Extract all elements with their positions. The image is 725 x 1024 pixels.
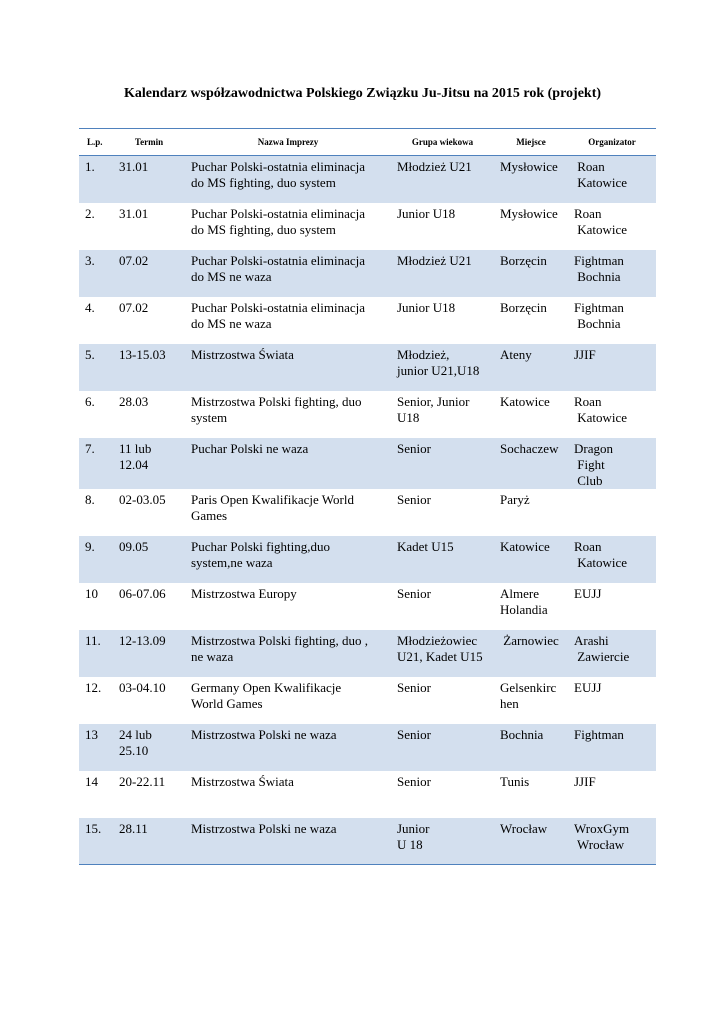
cell-grupa bbox=[391, 771, 494, 818]
cell-organizator bbox=[568, 630, 656, 677]
cell-line: Puchar Polski-ostatnia eliminacja bbox=[191, 205, 366, 221]
cell-line: Germany Open Kwalifikacje bbox=[191, 679, 342, 695]
cell-termin bbox=[113, 250, 185, 297]
cell-grupa bbox=[391, 630, 494, 677]
cell-lp: 7. bbox=[79, 438, 113, 489]
cell-nazwa bbox=[185, 489, 391, 536]
cell-line: Junior U18 bbox=[397, 299, 456, 315]
cell-nazwa bbox=[185, 583, 391, 630]
document-title: Kalendarz współzawodnictwa Polskiego Związku Ju-Jitsu na 2015 rok (projekt) bbox=[123, 86, 602, 101]
header-grupa: Grupa wiekowa bbox=[391, 129, 494, 156]
cell-line: Tunis bbox=[500, 773, 530, 789]
table-row bbox=[79, 156, 656, 203]
cell-line: Senior bbox=[397, 585, 431, 601]
cell-line: Katowice bbox=[500, 393, 550, 409]
table-row bbox=[79, 438, 656, 489]
cell-nazwa bbox=[185, 156, 391, 203]
cell-line: 07.02 bbox=[119, 252, 149, 268]
cell-lp: 6. bbox=[85, 393, 95, 409]
cell-nazwa bbox=[185, 250, 391, 297]
header-lp: L.p. bbox=[79, 129, 113, 156]
cell-miejsce bbox=[494, 297, 568, 344]
cell-line: Mysłowice bbox=[500, 205, 558, 221]
cell-termin bbox=[113, 771, 185, 818]
cell-lp: 1. bbox=[79, 156, 113, 203]
competition-calendar-table bbox=[79, 128, 656, 865]
cell-termin bbox=[113, 536, 185, 583]
cell-organizator bbox=[568, 203, 656, 250]
cell-miejsce bbox=[494, 203, 568, 250]
cell-line: Roan bbox=[574, 205, 602, 221]
cell-termin bbox=[113, 677, 185, 724]
cell-grupa bbox=[391, 297, 494, 344]
cell-line: Borzęcin bbox=[500, 299, 547, 315]
cell-miejsce bbox=[494, 677, 568, 724]
cell-line: 28.11 bbox=[119, 820, 148, 836]
cell-line: 13-15.03 bbox=[119, 346, 166, 362]
cell-grupa bbox=[391, 156, 494, 203]
cell-organizator bbox=[568, 583, 656, 630]
cell-line: Kadet U15 bbox=[397, 538, 454, 554]
cell-line: World Games bbox=[191, 695, 263, 711]
cell-line: Borzęcin bbox=[500, 252, 547, 268]
header-termin: Termin bbox=[113, 129, 185, 156]
cell-nazwa bbox=[185, 677, 391, 724]
table-row bbox=[79, 250, 656, 297]
cell-line: hen bbox=[500, 695, 519, 711]
cell-line: Mistrzostwa Polski ne waza bbox=[191, 726, 337, 742]
cell-line: Katowice bbox=[574, 409, 628, 425]
cell-line: Młodzież U21 bbox=[397, 159, 472, 174]
cell-nazwa bbox=[185, 771, 391, 818]
cell-line: 12-13.09 bbox=[119, 632, 166, 648]
header-organizator: Organizator bbox=[568, 129, 656, 156]
cell-lp: 2. bbox=[85, 205, 95, 221]
cell-termin bbox=[113, 818, 185, 865]
cell-organizator bbox=[568, 297, 656, 344]
cell-grupa bbox=[391, 818, 494, 865]
cell-nazwa bbox=[185, 630, 391, 677]
cell-line: Wrocław bbox=[574, 836, 625, 852]
cell-grupa bbox=[391, 536, 494, 583]
cell-lp: 9. bbox=[79, 536, 113, 583]
cell-line: Fight bbox=[574, 456, 605, 472]
cell-line: 07.02 bbox=[119, 299, 149, 315]
cell-line: 06-07.06 bbox=[119, 585, 166, 601]
cell-lp: 3. bbox=[79, 250, 113, 297]
cell-line: Mistrzostwa Europy bbox=[191, 585, 297, 601]
table-row bbox=[79, 630, 656, 677]
cell-miejsce bbox=[494, 583, 568, 630]
cell-line: Senior, Junior bbox=[397, 393, 470, 409]
cell-line: Fightman bbox=[574, 252, 624, 268]
cell-line: Katowice bbox=[574, 221, 628, 237]
cell-line: Mistrzostwa Polski ne waza bbox=[191, 820, 337, 836]
table-row bbox=[79, 771, 656, 818]
cell-organizator bbox=[568, 438, 656, 489]
cell-nazwa bbox=[185, 344, 391, 391]
cell-termin bbox=[113, 724, 185, 771]
cell-lp: 4. bbox=[85, 299, 95, 315]
cell-nazwa bbox=[185, 818, 391, 865]
cell-line: U 18 bbox=[397, 836, 423, 852]
cell-line: WroxGym bbox=[574, 820, 630, 836]
cell-termin bbox=[113, 391, 185, 438]
cell-termin bbox=[113, 156, 185, 203]
cell-miejsce bbox=[494, 438, 568, 489]
cell-line: Mistrzostwa Polski fighting, duo bbox=[191, 393, 362, 409]
cell-miejsce bbox=[494, 250, 568, 297]
table-row bbox=[79, 583, 656, 630]
cell-miejsce bbox=[494, 344, 568, 391]
cell-line: Sochaczew bbox=[500, 440, 559, 456]
cell-line: Katowice bbox=[500, 538, 550, 554]
cell-line: Żarnowiec bbox=[500, 632, 559, 648]
cell-termin bbox=[113, 489, 185, 536]
cell-line: Senior bbox=[397, 726, 431, 742]
cell-nazwa bbox=[185, 203, 391, 250]
cell-line: system bbox=[191, 409, 228, 425]
cell-lp: 5. bbox=[79, 344, 113, 391]
cell-line: Roan bbox=[574, 538, 602, 554]
cell-termin bbox=[113, 583, 185, 630]
cell-line: Bochnia bbox=[574, 315, 621, 331]
cell-miejsce bbox=[494, 818, 568, 865]
cell-grupa bbox=[391, 250, 494, 297]
cell-nazwa bbox=[185, 391, 391, 438]
cell-line: ne waza bbox=[191, 648, 234, 664]
cell-line: JJIF bbox=[574, 346, 596, 362]
cell-miejsce bbox=[494, 489, 568, 536]
cell-line: Puchar Polski-ostatnia eliminacja bbox=[191, 299, 366, 315]
cell-grupa bbox=[391, 583, 494, 630]
cell-line: 25.10 bbox=[119, 742, 149, 758]
cell-lp: 8. bbox=[85, 491, 95, 507]
cell-line: 09.05 bbox=[119, 538, 149, 554]
cell-line: system,ne waza bbox=[191, 554, 273, 570]
cell-line: Gelsenkirc bbox=[500, 679, 557, 695]
cell-line: Fightman bbox=[574, 299, 624, 315]
cell-lp: 12. bbox=[85, 679, 102, 695]
header-nazwa: Nazwa Imprezy bbox=[185, 129, 391, 156]
cell-organizator bbox=[568, 677, 656, 724]
cell-organizator bbox=[568, 724, 656, 771]
cell-line: Club bbox=[574, 472, 603, 488]
cell-line: 24 lub bbox=[119, 726, 152, 742]
cell-line: Junior U18 bbox=[397, 205, 456, 221]
cell-line: Holandia bbox=[500, 601, 548, 617]
cell-grupa bbox=[391, 677, 494, 724]
cell-line: Mistrzostwa Świata bbox=[191, 773, 294, 789]
cell-line: 02-03.05 bbox=[119, 491, 166, 507]
cell-organizator bbox=[568, 250, 656, 297]
cell-line: 12.04 bbox=[119, 456, 149, 472]
cell-line: U18 bbox=[397, 409, 420, 425]
cell-line: do MS fighting, duo system bbox=[191, 221, 336, 237]
cell-line: 31.01 bbox=[119, 159, 149, 174]
cell-line: Zawiercie bbox=[574, 648, 630, 664]
cell-line: Senior bbox=[397, 491, 431, 507]
table-row bbox=[79, 677, 656, 724]
cell-line: Senior bbox=[397, 440, 431, 456]
cell-lp: 15. bbox=[79, 818, 113, 865]
cell-line: Bochnia bbox=[500, 726, 544, 742]
cell-line: Senior bbox=[397, 773, 431, 789]
table-row bbox=[79, 344, 656, 391]
cell-line: Bochnia bbox=[574, 268, 621, 284]
cell-line: 11 lub bbox=[119, 440, 152, 456]
cell-line: Paryż bbox=[500, 491, 530, 507]
cell-line: U21, Kadet U15 bbox=[397, 648, 483, 664]
table-row bbox=[79, 818, 656, 865]
cell-termin bbox=[113, 203, 185, 250]
table-header-row bbox=[79, 129, 656, 156]
cell-line: JJIF bbox=[574, 773, 596, 789]
cell-line: 03-04.10 bbox=[119, 679, 166, 695]
cell-grupa bbox=[391, 203, 494, 250]
cell-organizator bbox=[568, 391, 656, 438]
table-row bbox=[79, 724, 656, 771]
cell-miejsce bbox=[494, 771, 568, 818]
table-row bbox=[79, 297, 656, 344]
cell-line: do MS fighting, duo system bbox=[191, 175, 336, 190]
table-row bbox=[79, 391, 656, 438]
cell-lp: 11. bbox=[79, 630, 113, 677]
cell-lp: 13 bbox=[79, 724, 113, 771]
cell-line: EUJJ bbox=[574, 585, 602, 601]
cell-termin bbox=[113, 344, 185, 391]
cell-line: Mistrzostwa Świata bbox=[191, 346, 294, 362]
cell-line: Ateny bbox=[500, 346, 532, 362]
cell-termin bbox=[113, 438, 185, 489]
cell-line: Junior bbox=[397, 820, 430, 836]
cell-nazwa bbox=[185, 438, 391, 489]
cell-line: Puchar Polski-ostatnia eliminacja bbox=[191, 159, 366, 174]
cell-line: Fightman bbox=[574, 726, 624, 742]
cell-termin bbox=[113, 297, 185, 344]
cell-line: Senior bbox=[397, 679, 431, 695]
cell-line: Katowice bbox=[574, 554, 628, 570]
cell-line: Młodzieżowiec bbox=[397, 632, 478, 648]
cell-line: Puchar Polski ne waza bbox=[191, 440, 309, 456]
cell-miejsce bbox=[494, 536, 568, 583]
cell-miejsce bbox=[494, 156, 568, 203]
cell-miejsce bbox=[494, 391, 568, 438]
cell-nazwa bbox=[185, 536, 391, 583]
cell-nazwa bbox=[185, 297, 391, 344]
cell-lp: 10 bbox=[85, 585, 98, 601]
cell-line: Roan bbox=[574, 159, 605, 174]
cell-line: Młodzież U21 bbox=[397, 252, 472, 268]
cell-line: Młodzież, bbox=[397, 346, 450, 362]
cell-line: 20-22.11 bbox=[119, 773, 166, 789]
cell-grupa bbox=[391, 344, 494, 391]
header-miejsce: Miejsce bbox=[494, 129, 568, 156]
cell-line: 28.03 bbox=[119, 393, 149, 409]
cell-organizator bbox=[568, 771, 656, 818]
cell-grupa bbox=[391, 438, 494, 489]
cell-lp: 14 bbox=[85, 773, 98, 789]
cell-line: Paris Open Kwalifikacje World bbox=[191, 491, 354, 507]
cell-miejsce bbox=[494, 630, 568, 677]
cell-termin bbox=[113, 630, 185, 677]
table-row bbox=[79, 203, 656, 250]
cell-nazwa bbox=[185, 724, 391, 771]
cell-line: Wrocław bbox=[500, 820, 548, 836]
cell-line: Mysłowice bbox=[500, 159, 558, 174]
cell-miejsce bbox=[494, 724, 568, 771]
cell-line: Katowice bbox=[574, 175, 628, 190]
cell-organizator bbox=[568, 818, 656, 865]
cell-line: junior U21,U18 bbox=[397, 362, 480, 378]
cell-line: Roan bbox=[574, 393, 602, 409]
cell-organizator bbox=[568, 344, 656, 391]
cell-organizator bbox=[568, 489, 656, 536]
cell-line: Puchar Polski-ostatnia eliminacja bbox=[191, 252, 366, 268]
cell-line: Almere bbox=[500, 585, 539, 601]
cell-organizator bbox=[568, 536, 656, 583]
cell-line: Games bbox=[191, 507, 228, 523]
cell-line: do MS ne waza bbox=[191, 315, 272, 331]
cell-line: Arashi bbox=[574, 632, 609, 648]
cell-line: Puchar Polski fighting,duo bbox=[191, 538, 331, 554]
cell-grupa bbox=[391, 391, 494, 438]
cell-line: Mistrzostwa Polski fighting, duo , bbox=[191, 632, 368, 648]
cell-grupa bbox=[391, 724, 494, 771]
table-row bbox=[79, 536, 656, 583]
cell-line: 31.01 bbox=[119, 205, 149, 221]
cell-grupa bbox=[391, 489, 494, 536]
table-row bbox=[79, 489, 656, 536]
cell-line: Dragon bbox=[574, 440, 613, 456]
cell-organizator bbox=[568, 156, 656, 203]
cell-line: EUJJ bbox=[574, 679, 602, 695]
cell-line: do MS ne waza bbox=[191, 268, 272, 284]
